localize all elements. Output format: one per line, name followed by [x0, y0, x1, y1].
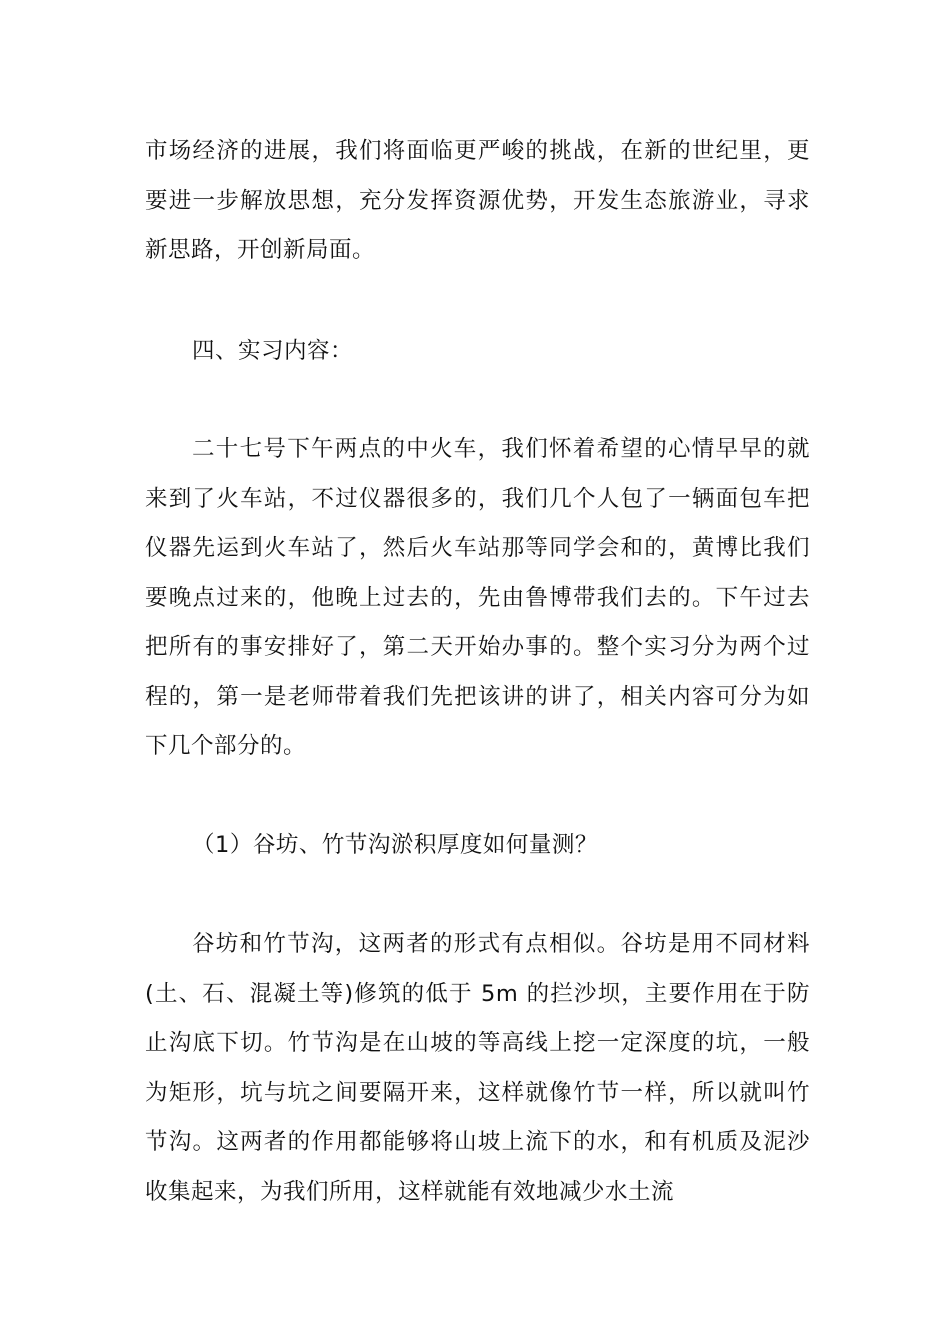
paragraph-train-trip: 二十七号下午两点的中火车，我们怀着希望的心情早早的就来到了火车站，不过仪器很多的，我们几个人包了一辆面包车把仪器先运到火车站了，然后火车站那等同学会和的，黄博比我们要晚点过来的，他晚上过去的，先由鲁博带我们去的。下午过去把所有的事安排好了，第二天开始办事的。整个实习分为两个过程的，第一是老师带着我们先把该讲的讲了，相关内容可分为如下几个部分的。: [145, 436, 810, 759]
paragraph-market-economy: 市场经济的进展，我们将面临更严峻的挑战，在新的世纪里，更要进一步解放思想，充分发挥资源优势，开发生态旅游业，寻求新思路，开创新局面。: [145, 138, 810, 263]
paragraph-check-dam-description: 谷坊和竹节沟，这两者的形式有点相似。谷坊是用不同材料(土、石、混凝土等)修筑的低于 5m 的拦沙坝，主要作用在于防止沟底下切。竹节沟是在山坡的等高线上挖一定深度的坑，一般为矩形，坑与坑之间要隔开来，这样就像竹节一样，所以就叫竹节沟。这两者的作用都能够将山坡上流下的水，和有机质及泥沙收集起来，为我们所用，这样就能有效地减少水土流: [145, 931, 810, 1205]
section-heading-internship-content: 四、实习内容：: [192, 338, 354, 364]
subheading-measurement-question: （1）谷坊、竹节沟淤积厚度如何量测？: [192, 832, 598, 858]
